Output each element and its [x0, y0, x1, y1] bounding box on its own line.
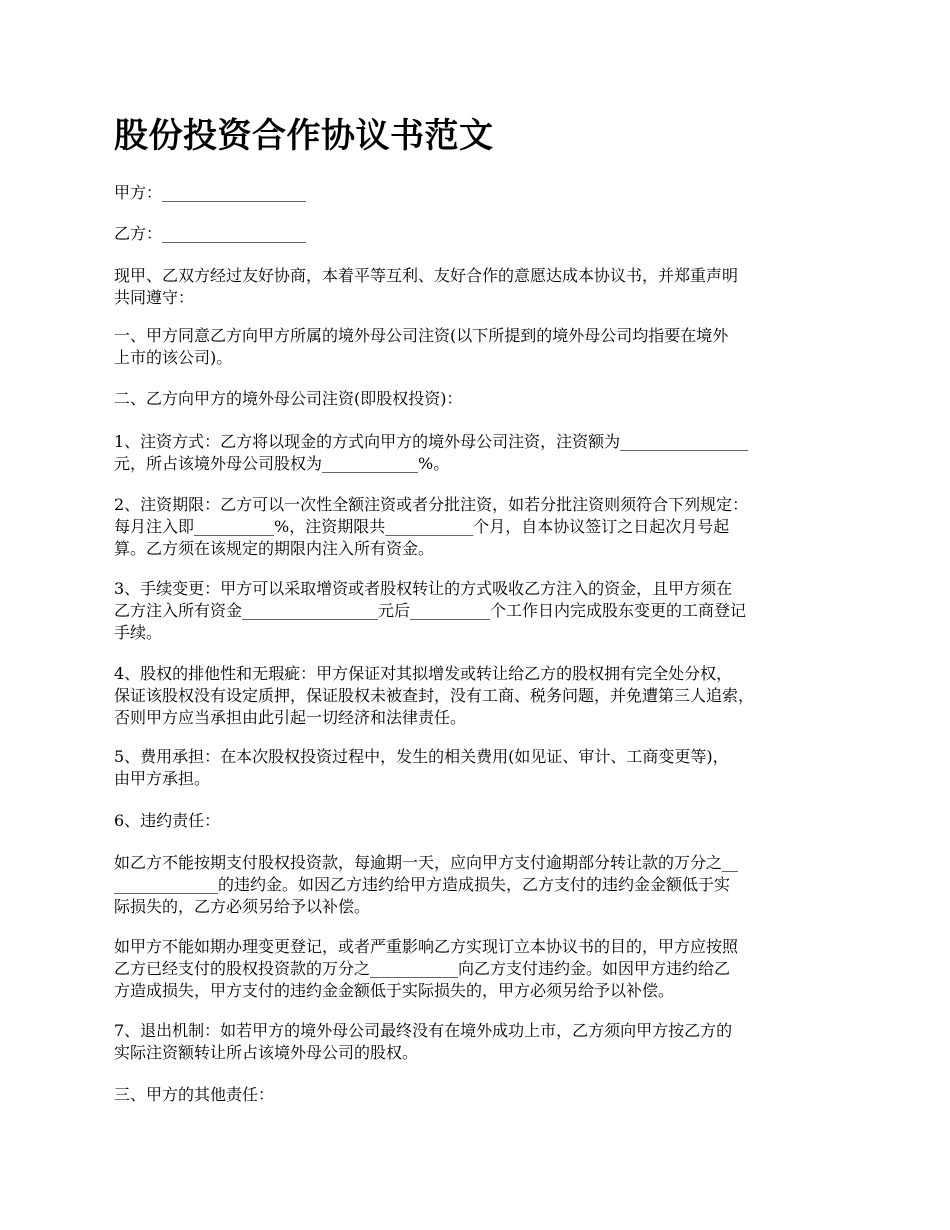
text-line: 如乙方不能按期支付股权投资款，每逾期一天，应向甲方支付逾期部分转让款的万分之__ [114, 853, 739, 872]
breach-liability-heading [114, 810, 854, 832]
text-line: _____________的违约金。如因乙方违约给甲方造成损失，乙方支付的违约金金额低于实 [114, 875, 731, 894]
investment-method-paragraph [114, 431, 854, 475]
exit-mechanism-paragraph [114, 1020, 854, 1064]
party-b-breach-paragraph [114, 852, 854, 918]
text-line: 一、甲方同意乙方向甲方所属的境外母公司注资(以下所提到的境外母公司均指要在境外 [114, 326, 729, 345]
procedure-change-paragraph [114, 578, 854, 644]
party-a-breach-paragraph [114, 936, 854, 1002]
text-line: 现甲、乙双方经过友好协商，本着平等互利、友好合作的意愿达成本协议书，并郑重声明 [114, 266, 739, 285]
clause-one-paragraph [114, 325, 854, 369]
text-line: 5、费用承担：在本次股权投资过程中，发生的相关费用(如见证、审计、工商变更等)， [114, 747, 729, 766]
text-line: 3、手续变更：甲方可以采取增资或者股权转让的方式吸收乙方注入的资金，且甲方须在 [114, 579, 733, 598]
text-line: 1、注资方式：乙方将以现金的方式向甲方的境外母公司注资，注资额为________________ [114, 432, 749, 451]
text-line: 手续。 [114, 623, 163, 642]
clause-three-heading [114, 1084, 854, 1106]
text-line: 2、注资期限：乙方可以一次性全额注资或者分批注资，如若分批注资则须符合下列规定： [114, 495, 749, 514]
text-line: 4、股权的排他性和无瑕疵：甲方保证对其拟增发或转让给乙方的股权拥有完全处分权， [114, 664, 733, 683]
text-line: 7、退出机制：如若甲方的境外母公司最终没有在境外成功上市，乙方须向甲方按乙方的 [114, 1021, 733, 1040]
text-line: 6、违约责任： [114, 811, 221, 830]
text-line: 二、乙方向甲方的境外母公司注资(即股权投资)： [114, 389, 463, 408]
text-line: 算。乙方须在该规定的期限内注入所有资金。 [114, 539, 435, 558]
text-line: 乙方已经支付的股权投资款的万分之___________向乙方支付违约金。如因甲方违约给乙 [114, 959, 731, 978]
text-line: 方造成损失，甲方支付的违约金金额低于实际损失的，甲方必须另给予以补偿。 [114, 981, 675, 1000]
equity-warranty-paragraph [114, 663, 854, 729]
text-line: 由甲方承担。 [114, 769, 211, 788]
cost-bearing-paragraph [114, 746, 854, 790]
preamble-paragraph [114, 265, 854, 309]
text-line: 实际注资额转让所占该境外母公司的股权。 [114, 1043, 419, 1062]
investment-term-paragraph [114, 494, 854, 560]
text-line: 三、甲方的其他责任： [114, 1085, 275, 1104]
text-line: 每月注入即__________%，注资期限共___________个月，自本协议签订之日起次月号起 [114, 517, 730, 536]
text-line: 际损失的，乙方必须另给予以补偿。 [114, 897, 371, 916]
text-line: 元，所占该境外母公司股权为____________%。 [114, 454, 450, 473]
text-line: 如甲方不能如期办理变更登记，或者严重影响乙方实现订立本协议书的目的，甲方应按照 [114, 937, 739, 956]
text-line: 否则甲方应当承担由此引起一切经济和法律责任。 [114, 708, 467, 727]
document-title: 股份投资合作协议书范文 [114, 116, 494, 156]
text-line: 乙方注入所有资金_________________元后__________个工作日内完成股东变更的工商登记 [114, 601, 747, 620]
text-line: 保证该股权没有设定质押，保证股权未被查封，没有工商、税务问题，并免遭第三人追索， [114, 686, 755, 705]
party-a-line [114, 182, 854, 204]
text-line: 甲方：__________________ [114, 183, 307, 202]
clause-two-heading [114, 388, 854, 410]
text-line: 共同遵守： [114, 288, 195, 307]
party-b-line [114, 223, 854, 245]
text-line: 乙方：__________________ [114, 224, 307, 243]
text-line: 上市的该公司)。 [114, 348, 233, 367]
